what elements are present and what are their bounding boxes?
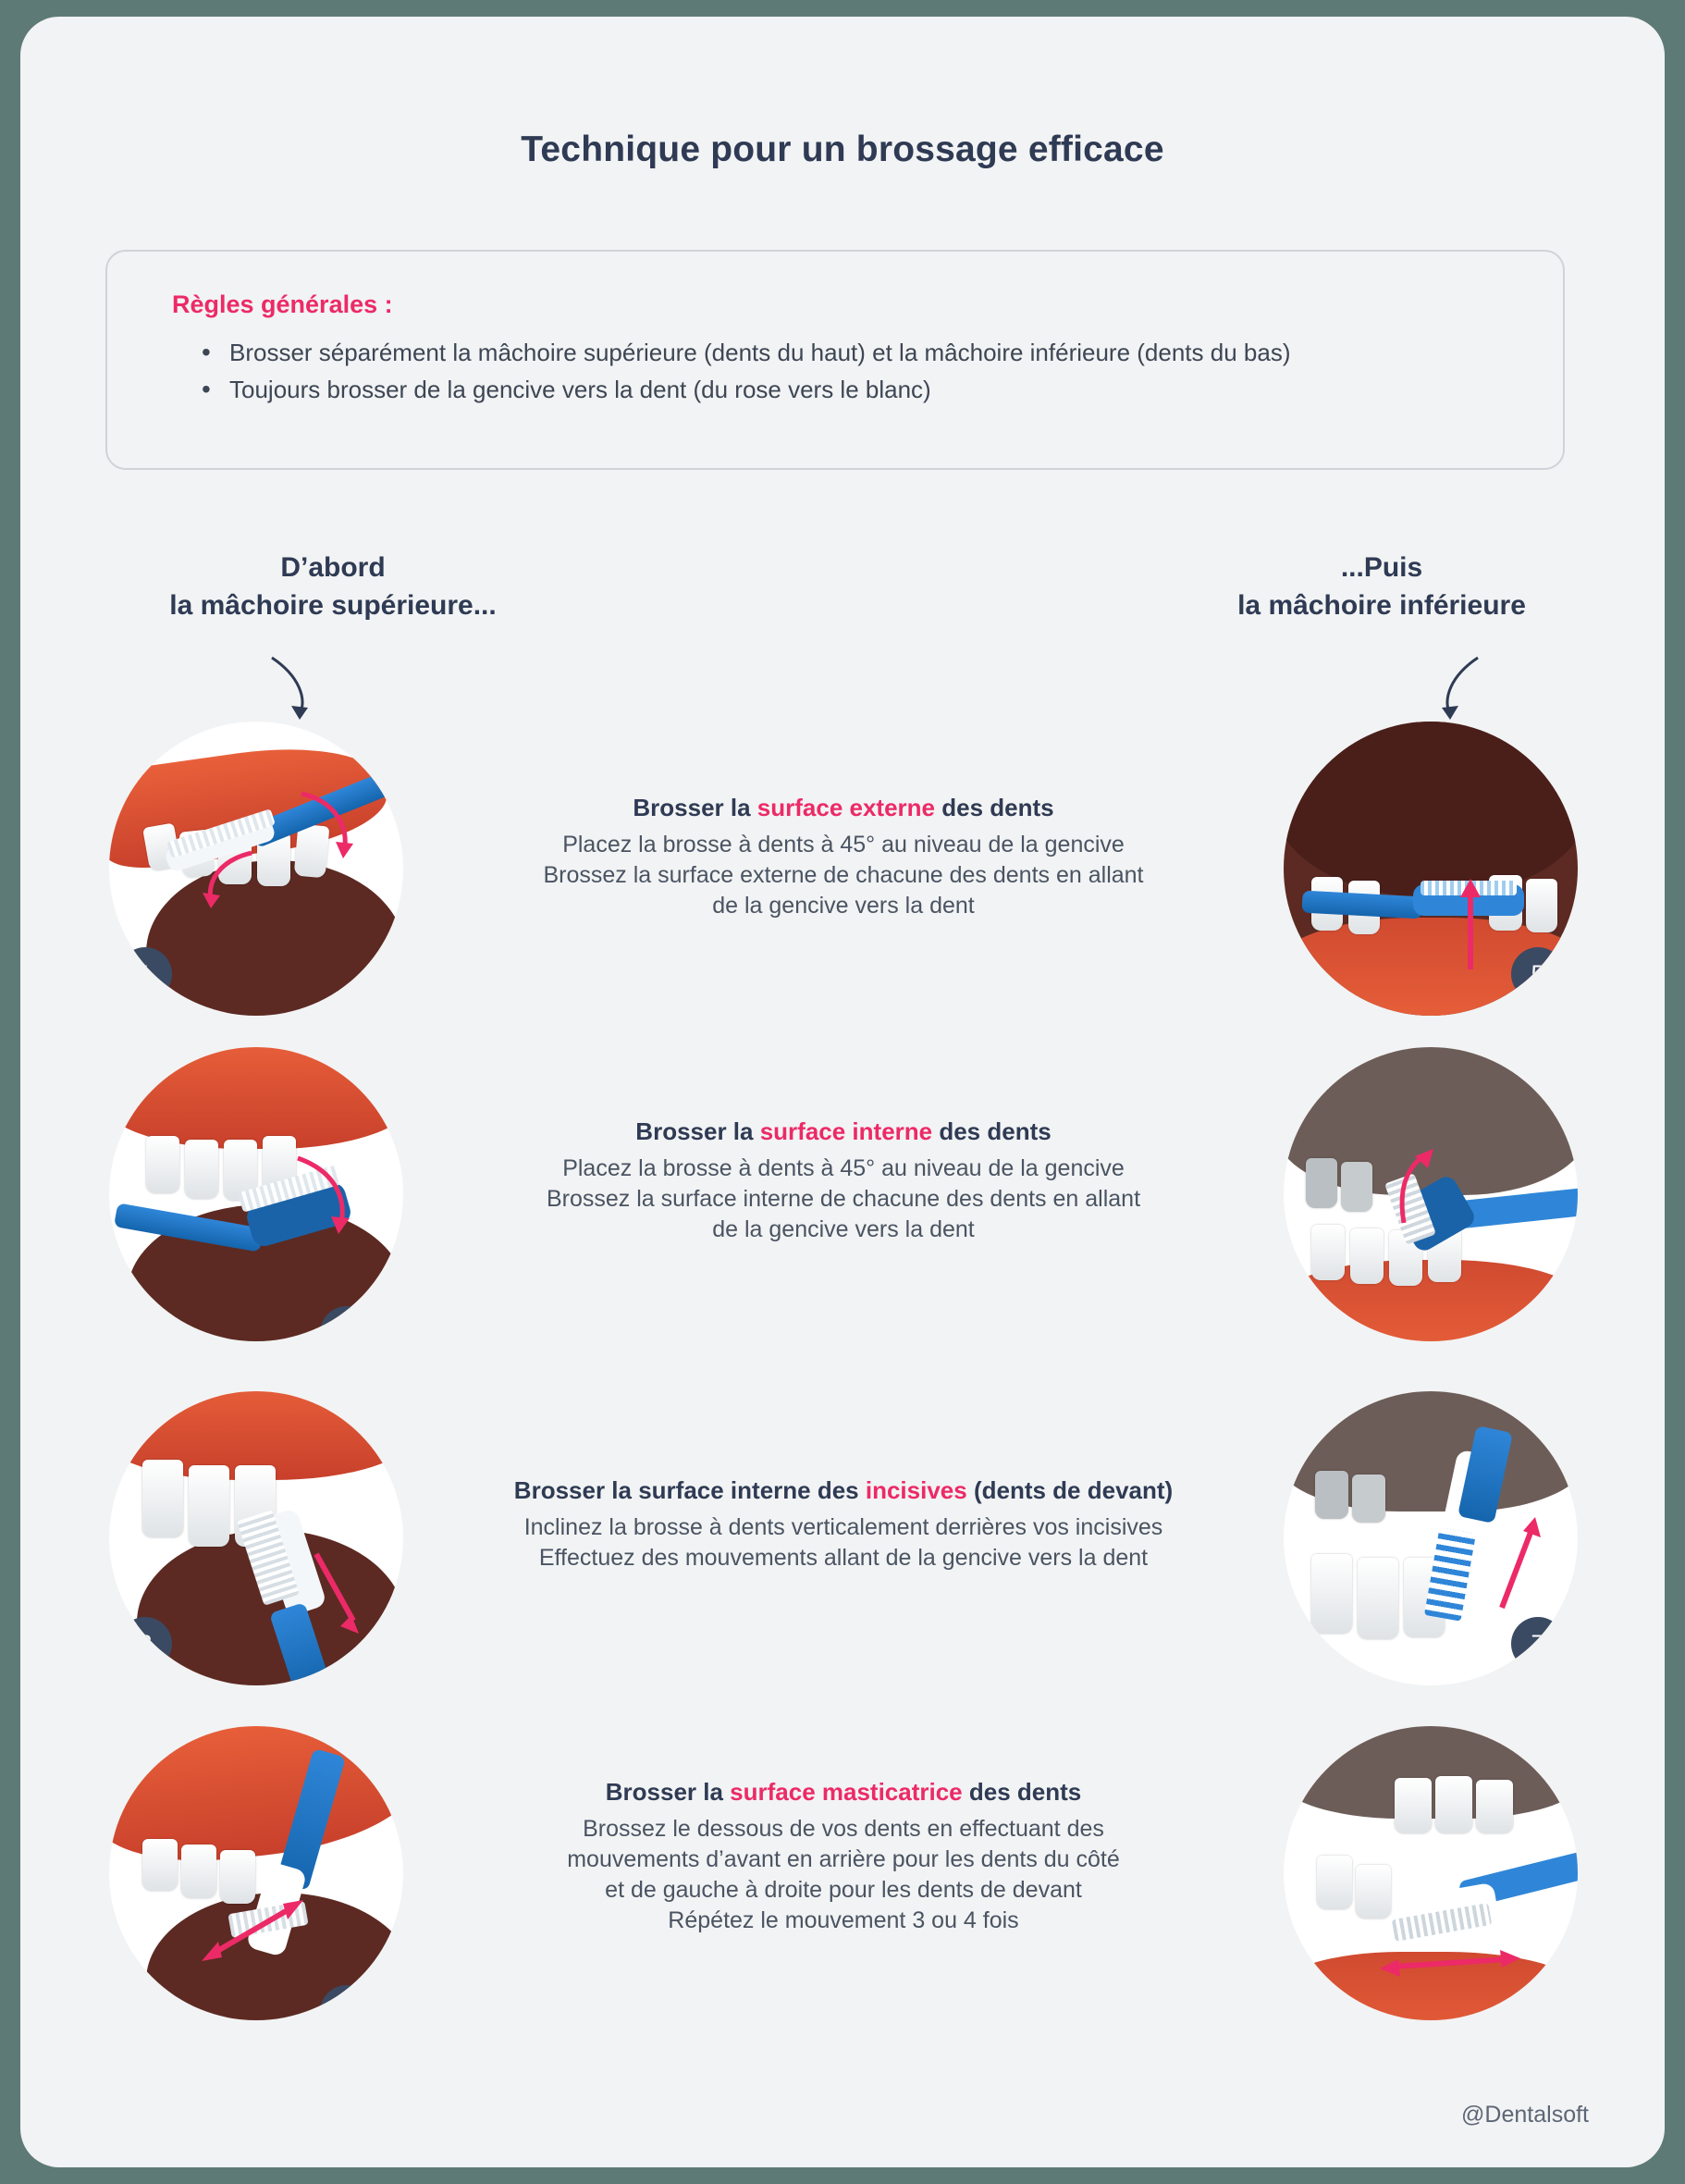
curved-arrow-icon-right [1406, 653, 1489, 727]
photo-step-2 [109, 1047, 403, 1341]
step-number-badge: 8 [1298, 1985, 1352, 2020]
credit-label: @Dentalsoft [1461, 2102, 1589, 2128]
curved-arrow-icon-left [263, 653, 346, 727]
caption-heading-post: (dents de devant) [966, 1476, 1174, 1504]
motion-arrow-icon [198, 847, 272, 921]
caption-heading-highlight: surface interne [759, 1117, 933, 1145]
caption-heading [427, 792, 1260, 823]
caption-step-external [427, 792, 1260, 921]
column-heading-upper-line1: D’abord [280, 552, 386, 583]
step-row-2 [20, 1043, 1665, 1349]
step-number-badge: 2 [320, 1306, 374, 1341]
step-number-badge: 3 [118, 1617, 172, 1671]
step-number-badge: 4 [320, 1985, 374, 2020]
column-heading-lower-jaw [1187, 549, 1576, 624]
caption-heading-pre: Brosser la [605, 1778, 731, 1806]
caption-line: de la gencive vers la dent [712, 893, 975, 919]
rules-heading: Règles générales : [172, 290, 393, 318]
rules-list [107, 334, 1563, 409]
column-heading-upper-line2: la mâchoire supérieure... [169, 589, 497, 621]
caption-heading-highlight: surface externe [756, 794, 936, 821]
caption-heading-post: des dents [932, 1117, 1052, 1145]
step-row-4 [20, 1722, 1665, 2028]
general-rules-box [105, 250, 1565, 470]
caption-line: Placez la brosse à dents à 45° au niveau de la gencive [562, 832, 1125, 858]
caption-heading-post: des dents [962, 1778, 1082, 1806]
double-motion-arrow-icon [194, 1893, 314, 1976]
step-number-badge: 1 [118, 947, 172, 1001]
motion-arrow-icon [287, 1154, 370, 1247]
caption-heading-pre: Brosser la surface interne des [513, 1476, 866, 1504]
caption-step-incisors [427, 1475, 1260, 1573]
motion-arrow-icon [290, 790, 374, 873]
caption-heading-pre: Brosser la [635, 1117, 760, 1145]
caption-heading [427, 1776, 1260, 1808]
step-number-badge: 6 [1298, 1306, 1352, 1341]
page-title: Technique pour un brossage efficace [521, 130, 1164, 169]
caption-heading-highlight: surface masticatrice [730, 1778, 963, 1806]
photo-step-6 [1284, 1047, 1578, 1341]
photo-step-8 [1284, 1726, 1578, 2020]
caption-line: Brossez la surface externe de chacune des dents en allant [543, 862, 1144, 889]
caption-line: Inclinez la brosse à dents verticalement derrières vos incisives [523, 1514, 1163, 1541]
step-row-3 [20, 1388, 1665, 1693]
caption-line: Répétez le mouvement 3 ou 4 fois [668, 1907, 1019, 1934]
step-number-badge: 7 [1511, 1617, 1565, 1671]
photo-step-4 [109, 1726, 403, 2020]
caption-line: mouvements d’avant en arrière pour les dents du côté [567, 1846, 1120, 1873]
caption-heading [427, 1116, 1260, 1147]
column-heading-upper-jaw [139, 549, 527, 624]
caption-line: Placez la brosse à dents à 45° au niveau de la gencive [562, 1155, 1125, 1182]
caption-step-chewing [427, 1776, 1260, 1936]
photo-step-5 [1284, 722, 1578, 1016]
column-heading-lower-line1: ...Puis [1340, 552, 1423, 583]
photo-step-7 [1284, 1391, 1578, 1685]
caption-heading-pre: Brosser la [633, 794, 757, 821]
caption-line: et de gauche à droite pour les dents de devant [605, 1877, 1082, 1904]
caption-line: Brossez la surface interne de chacune des dents en allant [546, 1186, 1141, 1213]
motion-arrow-icon [307, 1549, 381, 1650]
photo-step-1 [109, 722, 403, 1016]
infographic-page [20, 17, 1665, 2167]
photo-step-3 [109, 1391, 403, 1685]
step-row-1 [20, 718, 1665, 1023]
caption-heading [427, 1475, 1260, 1506]
caption-heading-post: des dents [935, 794, 1054, 821]
motion-arrow-icon [1482, 1508, 1556, 1619]
caption-line: Brossez le dessous de vos dents en effectuant des [583, 1816, 1104, 1843]
caption-heading-highlight: incisives [865, 1476, 967, 1504]
motion-arrow-icon [1385, 1136, 1450, 1228]
step-number-badge: 5 [1511, 947, 1565, 1001]
double-motion-arrow-icon [1372, 1935, 1530, 2000]
column-heading-lower-line2: la mâchoire inférieure [1237, 589, 1526, 621]
rules-item: • Brosser séparément la mâchoire supérieure (dents du haut) et la mâchoire inférieure (dents du bas) [202, 334, 1563, 371]
caption-line: de la gencive vers la dent [712, 1216, 975, 1243]
caption-line: Effectuez des mouvements allant de la gencive vers la dent [538, 1545, 1149, 1572]
rules-item: • Toujours brosser de la gencive vers la dent (du rose vers le blanc) [202, 371, 1563, 408]
caption-step-internal [427, 1116, 1260, 1245]
motion-arrow-icon [1446, 873, 1498, 975]
